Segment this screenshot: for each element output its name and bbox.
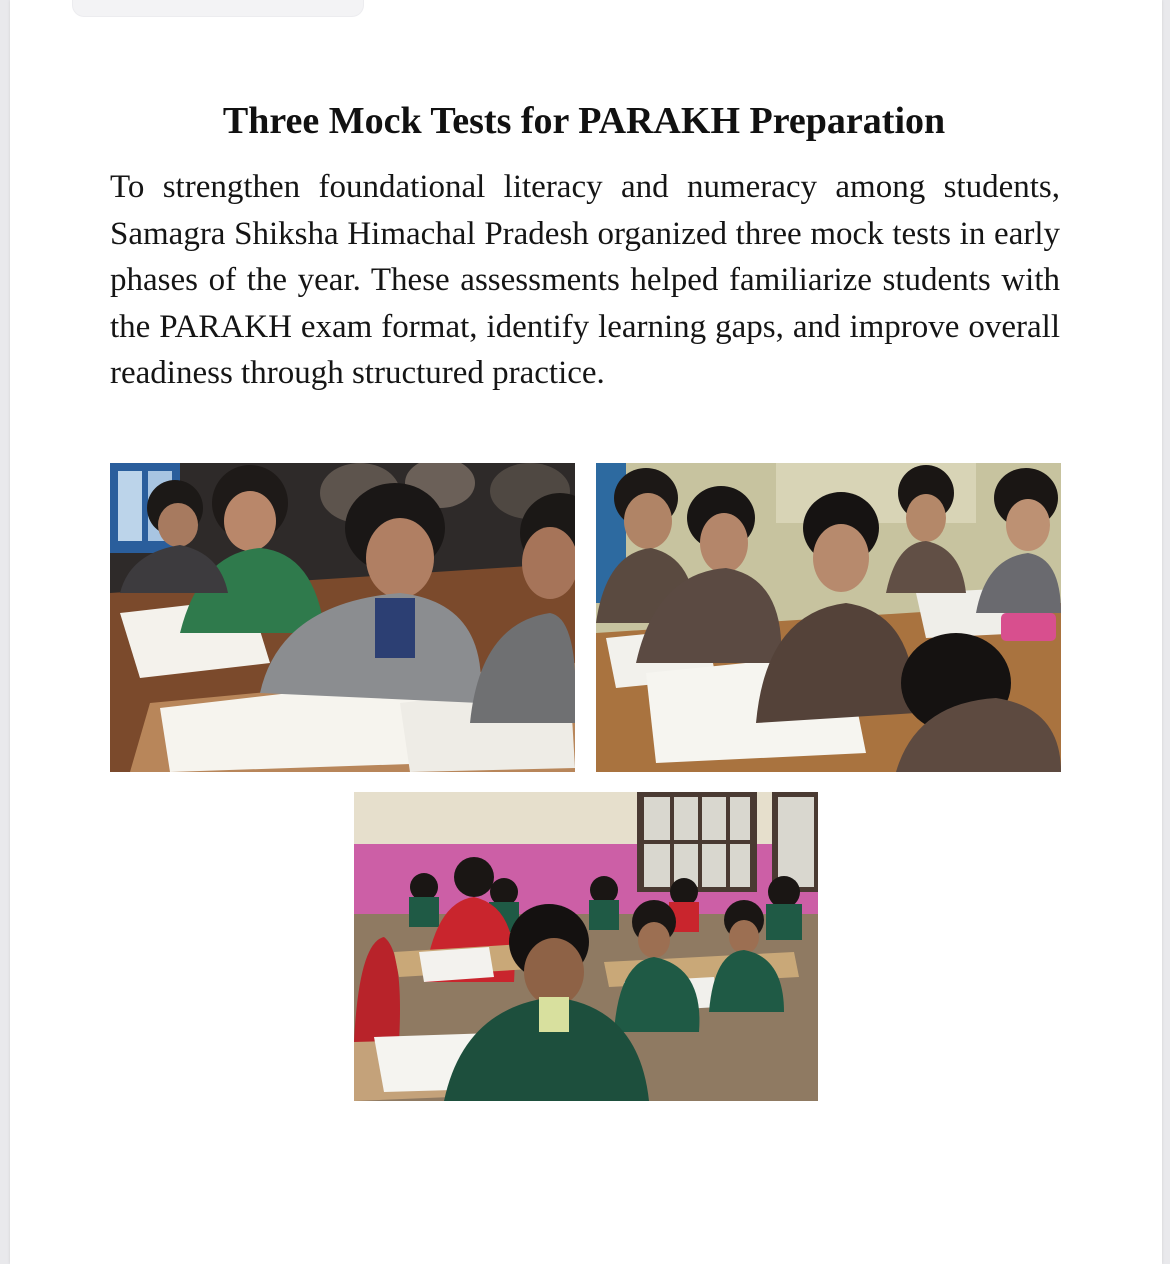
classroom-exam-photo xyxy=(354,792,818,1101)
page-title: Three Mock Tests for PARAKH Preparation xyxy=(222,100,946,142)
students-writing-photo-2 xyxy=(596,463,1061,772)
body-paragraph: To strengthen foundational literacy and numeracy among students, Samagra Shiksha Himachal Pradesh organized three mock tests in early phases of the year. These assessments helped familiarize students with the PARAKH exam format, identify learning gaps, and improve overall readiness through structured practice. xyxy=(110,169,1060,391)
students-writing-photo-1 xyxy=(110,463,575,772)
top-tab-edge xyxy=(72,0,364,17)
document-page xyxy=(10,0,1162,1264)
